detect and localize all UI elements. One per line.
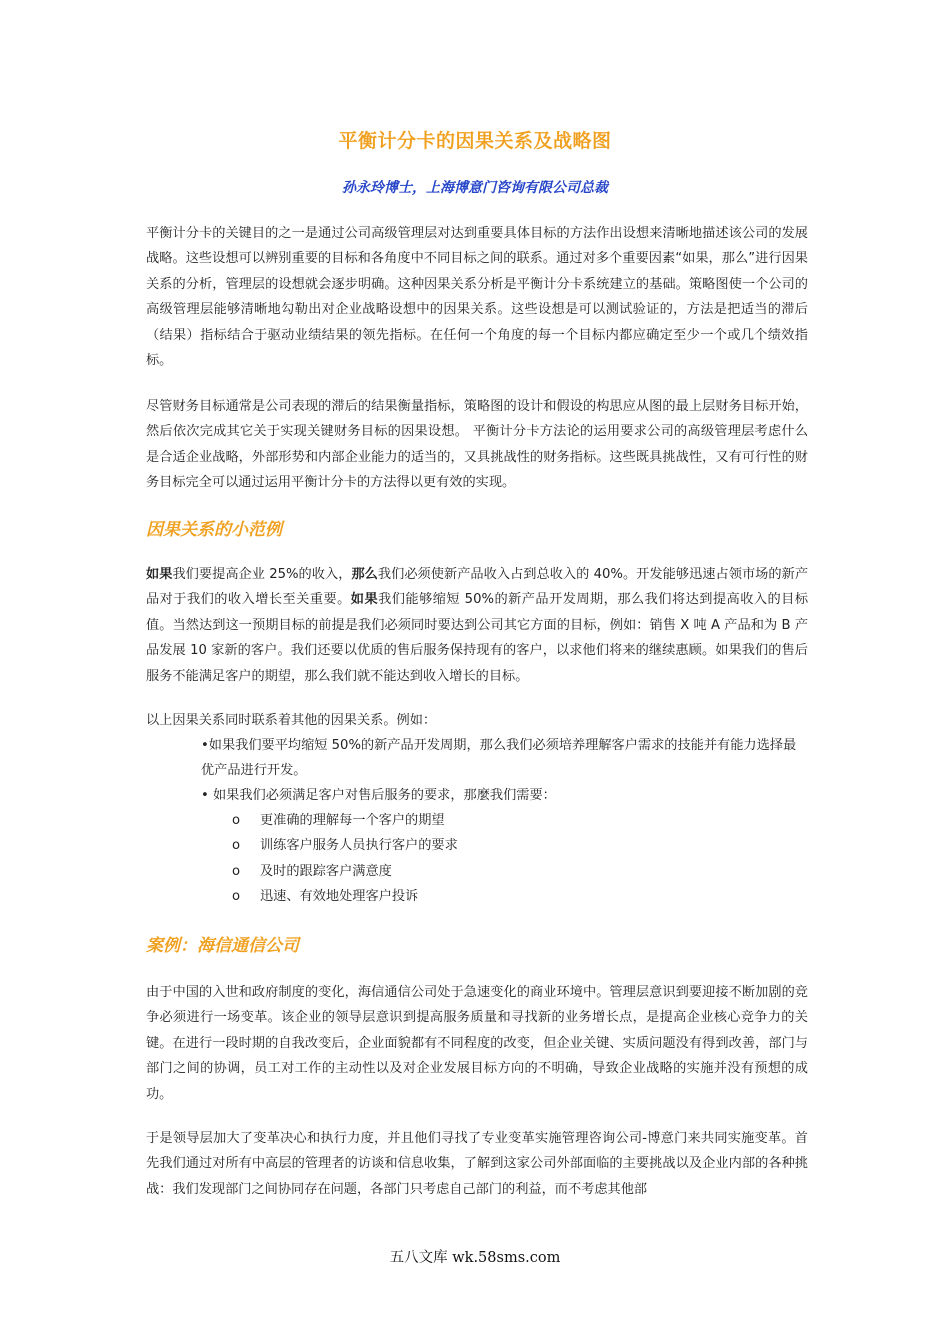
keyword-then: 那么: [351, 567, 378, 582]
sub-bullet-item: o 及时的跟踪客户满意度: [232, 863, 392, 879]
intro-paragraph-1: 平衡计分卡的关键目的之一是通过公司高级管理层对达到重要具体目标的方法作出设想来清晰地描述该公司的发展战略。这些设想可以辨别重要的目标和各角度中不同目标之间的联系。通过对多个重要因素“如果，那么”进行因果关系的分析，管理层的设想就会逐步明确。这种因果关系分析是平衡计分卡系统建立的基础。策略图使一个公司的高级管理层能够清晰地勾勒出对企业战略设想中的因果关系。这些设想是可以测试验证的，方法是把适当的滞后（结果）指标结合于驱动业绩结果的领先指标。在任何一个角度的每一个目标内都应确定至少一个或几个绩效指标。: [146, 226, 808, 369]
bullet-item: •如果我们要平均缩短 50%的新产品开发周期，那么我们必须培养理解客户需求的技能并有能力选择最优产品进行开发。: [201, 738, 797, 779]
example-paragraph-2: 以上因果关系同时联系着其他的因果关系。例如：: [146, 713, 437, 728]
sub-bullet-item: o 更准确的理解每一个客户的期望: [232, 813, 445, 828]
sub-bullet-item: o 训练客户服务人员执行客户的要求: [232, 838, 458, 854]
case-paragraph-1: 由于中国的入世和政府制度的变化，海信通信公司处于急速变化的商业环境中。管理层意识到要迎接不断加剧的竞争必须进行一场变革。该企业的领导层意识到提高服务质量和寻找新的业务增长点，是提高企业核心竞争力的关键。在进行一段时期的自我改变后，企业面貌都有不同程度的改变，但企业关键、实质问题没有得到改善，部门与部门之间的协调，员工对工作的主动性以及对企业发展目标方向的不明确，导致企业战略的实施并没有预想的成功。: [146, 985, 808, 1102]
example-paragraph-1: 如果我们要提高企业 25%的收入，那么我们必须使新产品收入占到总收入的 40%。开发能够迅速占领市场的新产品对于我们的收入增长至关重要。如果我们能够缩短 50%的新产品开发周期，那么我们将达到提高收入的目标值。当然达到这一预期目标的前提是我们必须同时要达到公司其它方面的目标，例如：销售 X 吨 A 产品和为 B 产品发展 10 家新的客户。我们还要以优质的售后服务保持现有的客户，以求他们将来的继续惠顾。如果我们的售后服务不能满足客户的期望，那么我们就不能达到收入增长的目标。: [146, 567, 809, 684]
footer-watermark: 五八文库 wk.58sms.com: [389, 1250, 561, 1266]
sub-bullet-item: o 迅速、有效地处理客户投诉: [232, 889, 419, 905]
intro-paragraph-2: 尽管财务目标通常是公司表现的滞后的结果衡量指标，策略图的设计和假设的构思应从图的最上层财务目标开始，然后依次完成其它关于实现关键财务目标的因果设想。 平衡计分卡方法论的运用要求公司的高级管理层考虑什么是合适企业战略，外部形势和内部企业能力的适当的，又具挑战性的财务指标。这些既具挑战性，又有可行性的财务目标完全可以通过运用平衡计分卡的方法得以更有效的实现。: [146, 399, 808, 491]
sub-bullet-list: [232, 808, 458, 910]
document-title: 平衡计分卡的因果关系及战略图: [338, 130, 612, 152]
keyword-if: 如果: [146, 567, 173, 582]
section-heading-case: 案例：海信通信公司: [146, 936, 299, 956]
keyword-if: 如果: [350, 592, 379, 608]
author-line: 孙永玲博士，上海博意门咨询有限公司总裁: [342, 180, 608, 196]
section-heading-example: 因果关系的小范例: [146, 520, 282, 540]
case-paragraph-2: 于是领导层加大了变革决心和执行力度，并且他们寻找了专业变革实施管理咨询公司-博意门来共同实施变革。首先我们通过对所有中高层的管理者的访谈和信息收集，了解到这家公司外部面临的主要挑战以及企业内部的各种挑战：我们发现部门之间协同存在问题，各部门只考虑自己部门的利益，而不考虑其他部: [146, 1131, 808, 1197]
bullet-item: • 如果我们必须满足客户对售后服务的要求，那麼我们需要：: [201, 788, 556, 803]
